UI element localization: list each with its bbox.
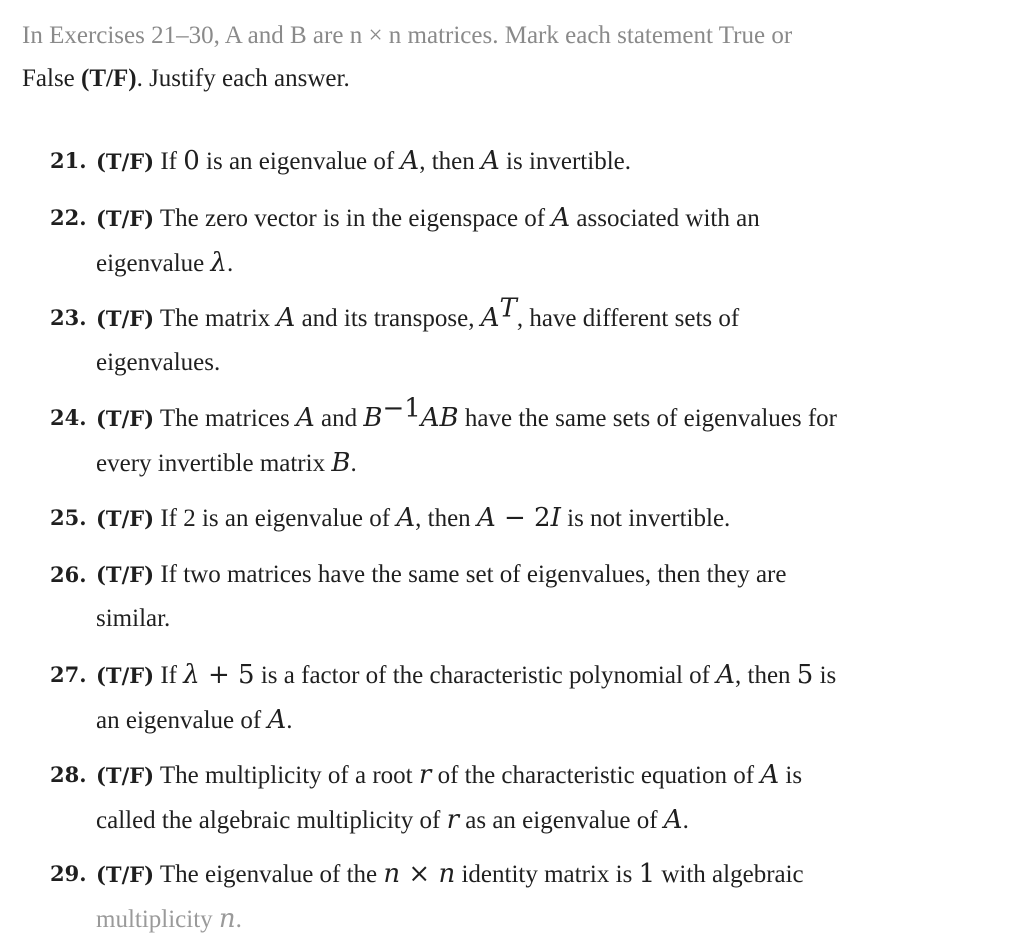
tf-label: (T/F) — [96, 506, 155, 531]
tf-label: (T/F) — [96, 206, 155, 231]
tf-label: (T/F) — [96, 763, 155, 788]
exercise-29: 29. (T/F) The eigenvalue of the n × n identity matrix is 1 with algebraic multiplicity n. — [50, 852, 980, 937]
tf-label: (T/F) — [96, 862, 155, 887]
instructions-line-1: In Exercises 21–30, A and B are n × n matrices. Mark each statement True or — [22, 22, 793, 49]
exercise-number: 29. — [50, 861, 87, 886]
exercise-21: 21. (T/F) If 0 is an eigenvalue of A, then A is invertible. — [50, 139, 980, 184]
exercise-number: 23. — [50, 305, 87, 330]
exercise-22: 22. (T/F) The zero vector is in the eigenspace of A associated with an eigenvalue λ. — [50, 196, 980, 286]
tf-label: (T/F) — [96, 306, 155, 331]
tf-label: (T/F) — [96, 663, 155, 688]
instructions-paragraph — [22, 14, 992, 100]
exercise-number: 21. — [50, 148, 87, 173]
exercise-number: 26. — [50, 562, 87, 587]
exercise-24: 24. (T/F) The matrices A and $B^{-1}AB$ have the same sets of eigenvalues for every invertible matrix B. — [50, 393, 838, 478]
exercise-27: 27. (T/F) If λ + 5 is a factor of the characteristic polynomial of A, then 5 is an eigenvalue of A. — [50, 653, 980, 743]
exercise-28: 28. (T/F) The multiplicity of a root r of the characteristic equation of A is called the algebraic multiplicity of r as an eigenvalue of A. — [50, 753, 980, 843]
exercise-number: 24. — [50, 405, 87, 430]
instructions-line-2: False (T/F). Justify each answer. — [22, 65, 350, 92]
exercise-number: 28. — [50, 762, 87, 787]
exercise-26: 26. (T/F) If two matrices have the same set of eigenvalues, then they are similar. — [50, 553, 980, 641]
tf-label: (T/F) — [96, 406, 155, 431]
tf-label: (T/F) — [96, 562, 155, 587]
exercise-25: 25. (T/F) If 2 is an eigenvalue of A, then A − 2I is not invertible. — [50, 496, 980, 541]
tf-label: (T/F) — [96, 149, 155, 174]
exercise-23: 23. (T/F) The matrix A and its transpose, $A^T$, have different sets of eigenvalues. — [50, 293, 740, 376]
exercise-number: 27. — [50, 662, 87, 687]
exercise-number: 25. — [50, 505, 87, 530]
exercise-number: 22. — [50, 205, 87, 230]
